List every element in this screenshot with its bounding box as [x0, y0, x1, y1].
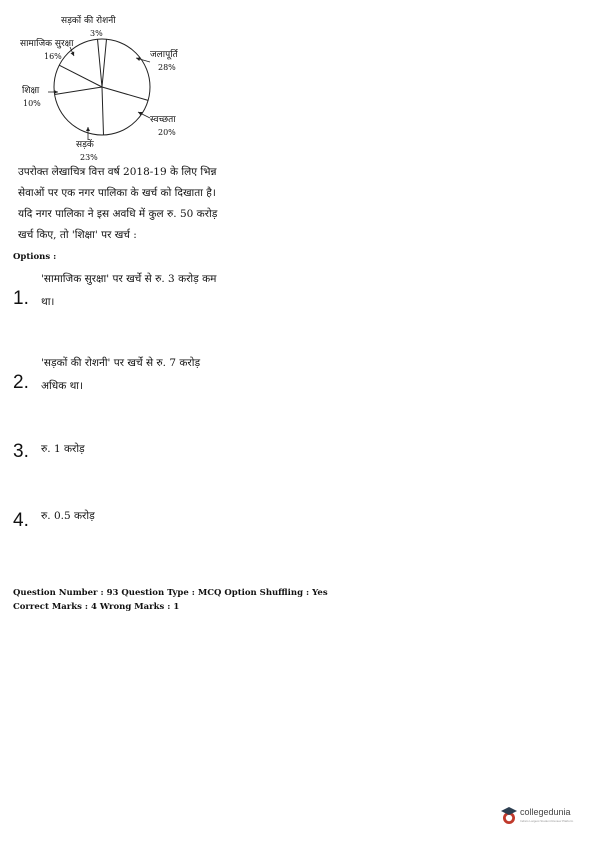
- question-line: सेवाओं पर एक नगर पालिका के खर्च को दिखाता है।: [18, 187, 216, 199]
- option-text: अधिक था।: [41, 380, 84, 392]
- option-1[interactable]: [13, 268, 313, 318]
- question-text: [18, 162, 217, 246]
- slice-label-social-security: सामाजिक सुरक्षा: [20, 39, 74, 49]
- pie-chart: [0, 0, 230, 170]
- option-3[interactable]: [13, 438, 313, 466]
- slice-value-sanitation: 20%: [158, 128, 176, 137]
- slice-value-street-lights: 3%: [90, 29, 103, 38]
- slice-label-street-lights: सड़कों की रोशनी: [61, 16, 116, 26]
- option-text: 'सामाजिक सुरक्षा' पर खर्चे से रु. 3 करोड़ कम: [41, 273, 217, 285]
- logo-name: collegedunia: [520, 807, 571, 817]
- option-text: था।: [41, 296, 55, 308]
- question-line: उपरोक्त लेखाचित्र वित्त वर्ष 2018-19 के लिए भिन्न: [18, 166, 217, 178]
- graduate-cap-icon: [500, 806, 518, 826]
- marks-meta-line: Correct Marks : 4 Wrong Marks : 1: [13, 602, 180, 612]
- option-2[interactable]: [13, 352, 313, 402]
- option-text: 'सड़कों की रोशनी' पर खर्चे से रु. 7 करोड़: [41, 357, 201, 369]
- slice-value-roads: 23%: [80, 153, 98, 162]
- slice-label-roads: सड़कें: [76, 140, 94, 150]
- option-number: 1.: [13, 288, 29, 309]
- slice-value-water-supply: 28%: [158, 63, 176, 72]
- option-4[interactable]: [13, 505, 313, 533]
- question-meta-line: Question Number : 93 Question Type : MCQ Option Shuffling : Yes: [13, 588, 328, 598]
- slice-label-sanitation: स्वच्छता: [150, 115, 176, 125]
- slice-value-social-security: 16%: [44, 52, 62, 61]
- option-number: 2.: [13, 372, 29, 393]
- slice-label-education: शिक्षा: [22, 86, 40, 96]
- question-line: यदि नगर पालिका ने इस अवधि में कुल रु. 50 करोड़: [18, 208, 218, 220]
- logo-tagline: India's Largest Student Review Platform: [520, 819, 574, 823]
- collegedunia-logo: [500, 805, 592, 827]
- option-number: 3.: [13, 441, 29, 462]
- option-number: 4.: [13, 510, 29, 531]
- question-line: खर्च किए, तो 'शिक्षा' पर खर्च :: [18, 229, 137, 241]
- option-text: रु. 1 करोड़: [41, 443, 85, 455]
- options-title: Options :: [13, 252, 57, 262]
- option-text: रु. 0.5 करोड़: [41, 510, 95, 522]
- slice-label-water-supply: जलापूर्ति: [150, 50, 178, 60]
- slice-value-education: 10%: [23, 99, 41, 108]
